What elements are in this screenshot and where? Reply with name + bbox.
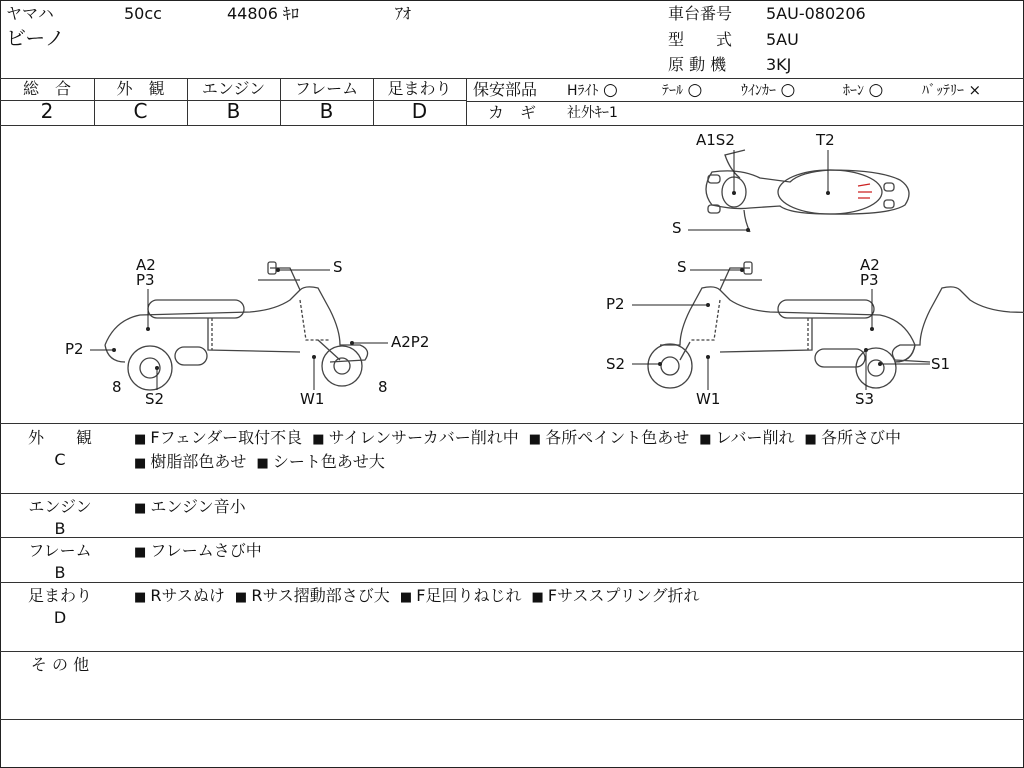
remark-item: ■ 各所ペイント色あせ xyxy=(529,428,689,447)
damage-label: P2 xyxy=(606,295,625,313)
damage-label: S xyxy=(672,219,682,237)
divider xyxy=(0,582,1024,583)
remark-item: ■ Fサススプリング折れ xyxy=(531,586,699,605)
maker: ヤマハ xyxy=(6,4,54,23)
remark-item: ■ Fフェンダー取付不良 xyxy=(134,428,302,447)
remark-item: ■ エンジン音小 xyxy=(134,497,246,516)
frame-grade-label: フレーム xyxy=(294,79,359,98)
frame-remark-label: フレーム B xyxy=(28,541,92,582)
exterior-label: 外 観 xyxy=(116,79,165,98)
damage-label: A2 xyxy=(860,256,880,274)
horn-item: ﾎｰﾝ ○ xyxy=(843,80,884,100)
winker-item: ｳｲﾝｶｰ ○ xyxy=(741,80,796,100)
divider xyxy=(466,101,1024,102)
damage-label: S2 xyxy=(145,390,165,408)
key-value: 社外ｷｰ1 xyxy=(567,105,618,121)
headlight-mark: ○ xyxy=(602,80,618,100)
frame-grade: B xyxy=(319,99,334,123)
damage-label: S1 xyxy=(931,355,951,373)
damage-label: W1 xyxy=(300,390,325,408)
exterior-grade: C xyxy=(133,99,148,123)
tail-item: ﾃｰﾙ ○ xyxy=(662,80,703,100)
safety-label: 保安部品 xyxy=(473,80,538,99)
frame-no: 5AU-080206 xyxy=(766,4,866,23)
exterior-remark-label: 外 観 C xyxy=(27,428,92,469)
top-view-scooter xyxy=(706,150,909,232)
engine-model-value: 3KJ xyxy=(766,55,792,74)
engine-remarks xyxy=(134,496,256,520)
mileage: 44806 ｷﾛ xyxy=(227,4,300,23)
remark-item: ■ F足回りねじれ xyxy=(400,586,522,605)
overall-label: 総 合 xyxy=(22,79,71,98)
color: ｱｵ xyxy=(395,4,412,23)
remark-item: ■ Rサスぬけ xyxy=(134,586,225,605)
damage-label: P2 xyxy=(65,340,84,358)
suspension-grade: D xyxy=(411,99,428,123)
divider xyxy=(0,719,1024,720)
overall-grade: 2 xyxy=(40,99,54,123)
model-name: ビーノ xyxy=(6,26,65,50)
frame-remarks xyxy=(134,540,272,564)
damage-label: A1S2 xyxy=(696,131,735,149)
damage-label: S xyxy=(677,258,687,276)
engine-remark-label: エンジン B xyxy=(28,497,92,538)
engine-grade: B xyxy=(226,99,241,123)
remark-item: ■ 樹脂部色あせ xyxy=(134,452,246,471)
damage-label: P3 xyxy=(136,271,155,289)
damage-label: T2 xyxy=(816,131,835,149)
divider xyxy=(0,493,1024,494)
type-label: 型 式 xyxy=(668,30,733,49)
remark-item: ■ シート色あせ大 xyxy=(256,452,384,471)
engine-model-label: 原 動 機 xyxy=(668,55,727,74)
damage-label: P3 xyxy=(860,271,879,289)
type-value: 5AU xyxy=(766,30,799,49)
divider xyxy=(0,537,1024,538)
divider xyxy=(466,78,467,125)
winker-mark: ○ xyxy=(780,80,796,100)
exterior-remarks xyxy=(134,427,1004,475)
divider xyxy=(0,423,1024,424)
damage-label: 8 xyxy=(112,378,122,396)
right-scooter xyxy=(892,287,1024,362)
suspension-grade-label: 足まわり xyxy=(387,79,452,98)
damage-label: S xyxy=(333,258,343,276)
remark-item: ■ Rサス摺動部さび大 xyxy=(235,586,390,605)
headlight-item: Hﾗｲﾄ ○ xyxy=(567,80,618,100)
remark-item: ■ フレームさび中 xyxy=(134,541,262,560)
engine-grade-label: エンジン xyxy=(201,79,266,98)
damage-label: A2P2 xyxy=(391,333,430,351)
damage-label: S2 xyxy=(606,355,626,373)
other-remark-label: そ の 他 xyxy=(30,655,90,674)
remark-item: ■ サイレンサーカバー削れ中 xyxy=(312,428,519,447)
tail-mark: ○ xyxy=(687,80,703,100)
divider xyxy=(0,651,1024,652)
damage-label: W1 xyxy=(696,390,721,408)
frame-no-label: 車台番号 xyxy=(668,4,733,23)
horn-mark: ○ xyxy=(868,80,884,100)
displacement: 50cc xyxy=(124,4,162,23)
remark-item: ■ 各所さび中 xyxy=(805,428,901,447)
key-label: カ ギ xyxy=(488,103,537,122)
suspension-remarks xyxy=(134,585,709,609)
battery-mark: × xyxy=(968,81,982,99)
remark-item: ■ レバー削れ xyxy=(699,428,794,447)
damage-label: S3 xyxy=(855,390,875,408)
suspension-remark-label: 足まわり D xyxy=(27,586,92,627)
battery-item: ﾊﾞｯﾃﾘｰ × xyxy=(922,81,982,99)
damage-label: 8 xyxy=(378,378,388,396)
damage-label: A2 xyxy=(136,256,156,274)
